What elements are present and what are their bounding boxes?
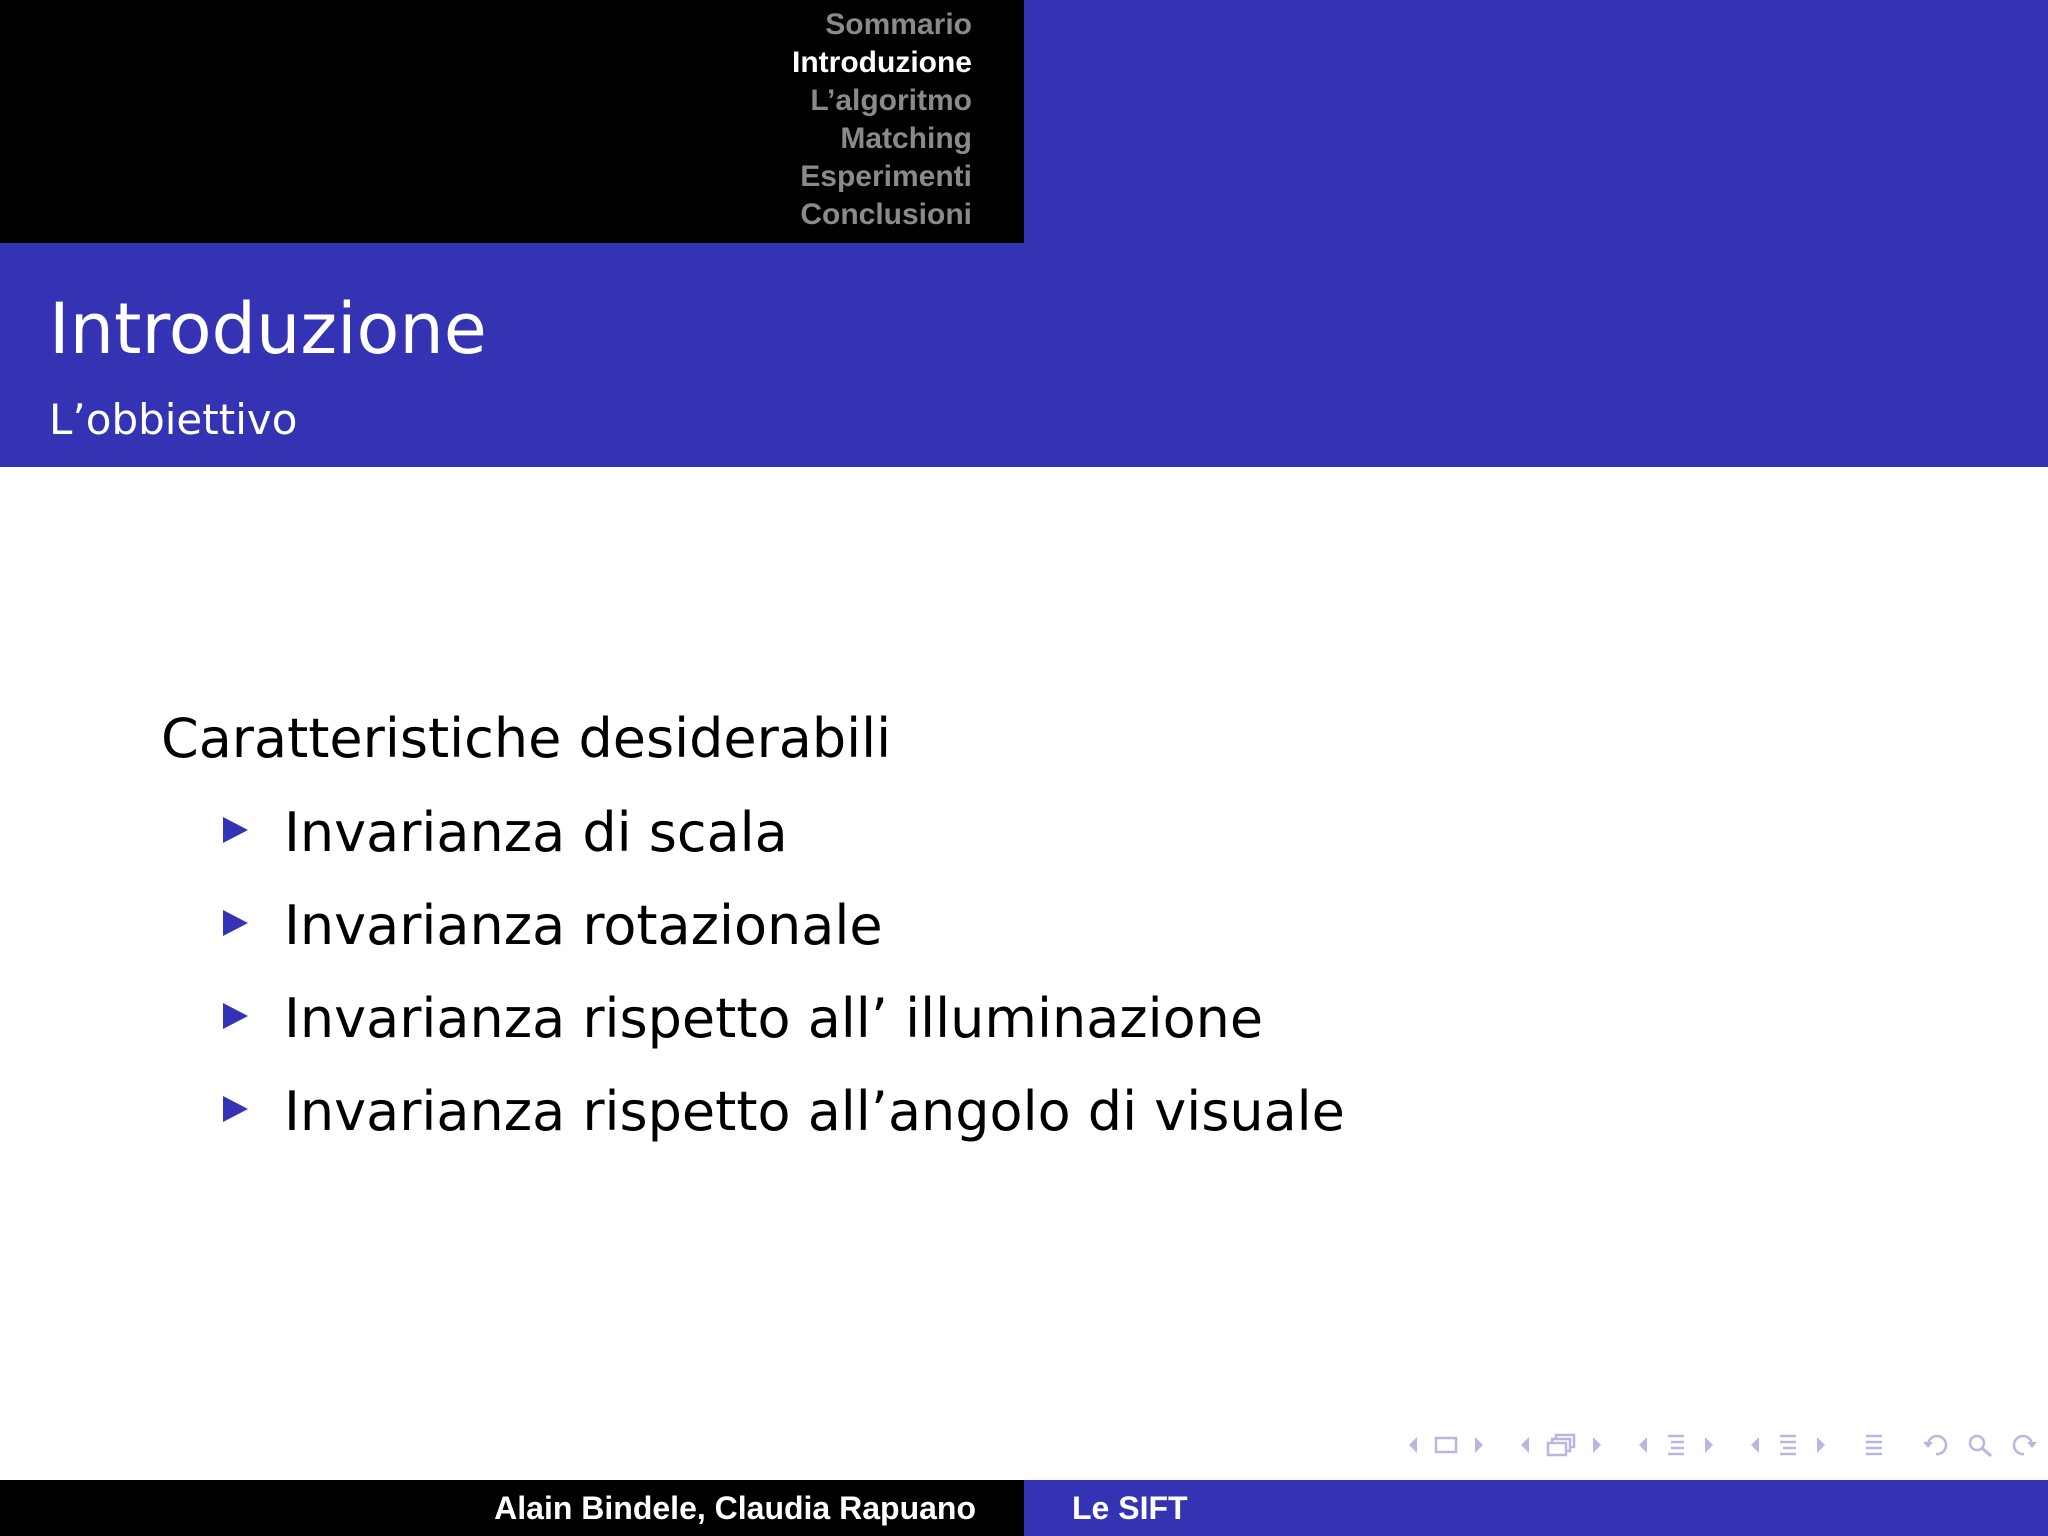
appendix-nav-group bbox=[1862, 1433, 1886, 1457]
next-frame-icon[interactable] bbox=[1592, 1436, 1602, 1454]
nav-item-esperimenti[interactable]: Esperimenti bbox=[800, 160, 972, 193]
frame-subtitle: L’obbiettivo bbox=[49, 395, 298, 444]
section-icon[interactable] bbox=[1776, 1433, 1800, 1457]
redo-icon[interactable] bbox=[2010, 1432, 2038, 1458]
bullet-list bbox=[161, 798, 1345, 1170]
nav-item-introduzione[interactable]: Introduzione bbox=[792, 46, 972, 79]
prev-section-icon[interactable] bbox=[1750, 1436, 1760, 1454]
prev-frame-icon[interactable] bbox=[1520, 1436, 1530, 1454]
slide-icon[interactable] bbox=[1434, 1436, 1458, 1454]
next-section-icon[interactable] bbox=[1816, 1436, 1826, 1454]
search-icon[interactable] bbox=[1966, 1432, 1994, 1458]
prev-subsection-icon[interactable] bbox=[1638, 1436, 1648, 1454]
subsection-nav-group bbox=[1638, 1433, 1714, 1457]
footer-authors: Alain Bindele, Claudia Rapuano bbox=[494, 1490, 976, 1526]
slide-content bbox=[161, 704, 1345, 1170]
nav-item-matching[interactable]: Matching bbox=[840, 122, 972, 155]
headline-left-panel bbox=[0, 0, 1024, 243]
nav-item-sommario[interactable]: Sommario bbox=[825, 8, 972, 41]
undo-icon[interactable] bbox=[1922, 1432, 1950, 1458]
headline-right-panel bbox=[1024, 0, 2048, 243]
section-nav-group bbox=[1750, 1433, 1826, 1457]
list-item-text: Invarianza rotazionale bbox=[284, 894, 883, 957]
search-nav-group bbox=[1922, 1432, 2038, 1458]
section-navigation bbox=[792, 6, 972, 234]
frame-title: Introduzione bbox=[49, 288, 487, 370]
list-item bbox=[161, 984, 1345, 1077]
subsection-icon[interactable] bbox=[1664, 1433, 1688, 1457]
nav-item-algoritmo[interactable]: L’algoritmo bbox=[810, 84, 972, 117]
list-item-text: Invarianza rispetto all’ illuminazione bbox=[284, 987, 1264, 1050]
list-item bbox=[161, 891, 1345, 984]
frame-icon[interactable] bbox=[1546, 1433, 1576, 1457]
list-item bbox=[161, 1077, 1345, 1170]
triangle-bullet-icon bbox=[223, 1096, 248, 1122]
list-item bbox=[161, 798, 1345, 891]
prev-slide-icon[interactable] bbox=[1408, 1436, 1418, 1454]
triangle-bullet-icon bbox=[223, 910, 248, 936]
appendix-icon[interactable] bbox=[1862, 1433, 1886, 1457]
content-heading: Caratteristiche desiderabili bbox=[161, 707, 892, 770]
list-item-text: Invarianza di scala bbox=[284, 801, 788, 864]
frame-nav-group bbox=[1520, 1433, 1602, 1457]
footer-short-title: Le SIFT bbox=[1072, 1490, 1188, 1526]
triangle-bullet-icon bbox=[223, 817, 248, 843]
list-item-text: Invarianza rispetto all’angolo di visuale bbox=[284, 1080, 1345, 1143]
nav-item-conclusioni[interactable]: Conclusioni bbox=[800, 198, 972, 231]
footline-left-panel bbox=[0, 1480, 1024, 1536]
triangle-bullet-icon bbox=[223, 1003, 248, 1029]
next-subsection-icon[interactable] bbox=[1704, 1436, 1714, 1454]
beamer-navigation-symbols bbox=[1372, 1432, 2038, 1458]
footline-right-panel bbox=[1024, 1480, 2048, 1536]
next-slide-icon[interactable] bbox=[1474, 1436, 1484, 1454]
slide-nav-group bbox=[1408, 1436, 1484, 1454]
